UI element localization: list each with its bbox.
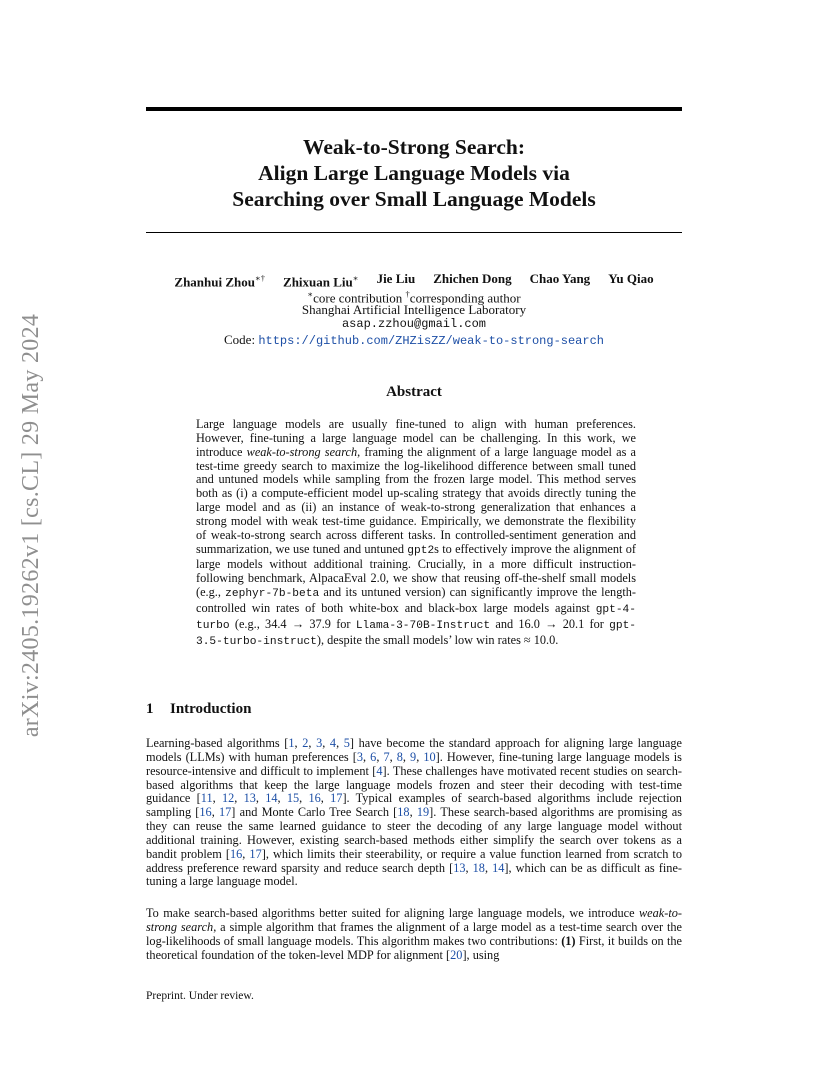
author: Yu Qiao: [608, 271, 654, 286]
title-line-1: Weak-to-Strong Search:: [303, 135, 525, 159]
preprint-footer: Preprint. Under review.: [146, 990, 254, 1002]
title-line-3: Searching over Small Language Models: [232, 187, 596, 211]
abstract-heading: Abstract: [386, 384, 442, 400]
citation-link[interactable]: 12: [221, 791, 235, 806]
citation-link[interactable]: 3: [356, 749, 364, 764]
title-bottom-rule: [146, 232, 682, 233]
citation-link[interactable]: 2: [302, 736, 309, 750]
paper-title: [146, 134, 682, 212]
citation-link[interactable]: 17: [219, 805, 232, 820]
code-line: Code: https://github.com/ZHZisZZ/weak-to-strong-search: [224, 332, 604, 348]
author: Zhixuan Liu∗: [283, 273, 359, 290]
code-link[interactable]: https://github.com/ZHZisZZ/weak-to-strong-search: [258, 334, 604, 348]
author: Zhichen Dong: [433, 271, 512, 286]
citation-link[interactable]: 13: [243, 791, 256, 806]
institution: Shanghai Artificial Intelligence Laboratory: [301, 302, 527, 317]
abstract-body: Large language models are usually fine-tuned to align with human preferences. However, fine-tuning a large language model can be challenging. In this work, we introduce weak-to-strong search, framing the alignment of a large language model as a test-time greedy search to maximize the log-likelihood difference between small tuned and untuned models while sampling from the frozen large model. This method serves both as (i) a compute-efficient model up-scaling strategy that avoids directly tuning the large model and as (ii) an instance of weak-to-strong generalization that enhances a strong model with weak test-time guidance. Empirically, we demonstrate the flexibility of weak-to-strong search across different tasks. In controlled-sentiment generation and summarization, we use tuned and untuned gpt2s to effectively improve the alignment of large models without additional training. Crucially, in a more difficult instruction-following benchmark, AlpacaEval 2.0, we show that reusing off-the-shelf small models (e.g., zephyr-7b-beta and its untuned version) can significantly improve the length-controlled win rates of both white-box and black-box large models against gpt-4-turbo (e.g., 34.4 → 37.9 for Llama-3-70B-Instruct and 16.0 → 20.1 for gpt-3.5-turbo-instruct), despite the small models’ low win rates ≈ 10.0.: [196, 417, 637, 648]
citation-link[interactable]: 4: [329, 736, 337, 750]
citation-link[interactable]: 10: [423, 749, 436, 764]
citation-link[interactable]: 11: [200, 791, 213, 806]
citation-link[interactable]: 14: [265, 791, 278, 806]
citation-link[interactable]: 16: [199, 805, 212, 820]
citation-link[interactable]: 18: [397, 805, 410, 820]
citation-link[interactable]: 3: [316, 736, 323, 750]
citation-link[interactable]: 17: [330, 791, 343, 806]
citation-link[interactable]: 20: [450, 947, 463, 962]
author: Zhanhui Zhou∗†: [174, 273, 266, 290]
citation-link[interactable]: 13: [453, 860, 466, 875]
contribution-note: ∗core contribution †corresponding author: [307, 289, 521, 306]
top-rule: [146, 107, 682, 111]
citation-link[interactable]: 1: [288, 736, 295, 750]
citation-link[interactable]: 9: [410, 749, 417, 764]
citation-link[interactable]: 16: [229, 846, 243, 861]
section-heading-introduction: 1 Introduction: [146, 701, 252, 717]
citation-link[interactable]: 19: [416, 805, 430, 820]
citation-link[interactable]: 6: [370, 749, 377, 764]
citation-link[interactable]: 17: [249, 846, 262, 861]
citation-link[interactable]: 5: [343, 736, 350, 750]
citation-link[interactable]: 7: [383, 749, 390, 764]
citation-link[interactable]: 15: [286, 791, 300, 806]
citation-link[interactable]: 18: [472, 860, 485, 875]
email[interactable]: asap.zzhou@gmail.com: [341, 317, 487, 331]
author: Jie Liu: [376, 271, 416, 286]
citation-link[interactable]: 4: [376, 763, 383, 778]
citation-link[interactable]: 8: [396, 749, 403, 764]
arxiv-sidebar-stamp: [14, 275, 50, 775]
title-line-2: Align Large Language Models via: [258, 161, 570, 185]
intro-paragraph-1: Learning-based algorithms [1, 2, 3, 4, 5] have become the standard approach for aligning large language models (LLMs) with human preferences [3, 6, 7, 8, 9, 10]. However, fine-tuning large language models is resource-intensive and difficult to implement [4]. These challenges have motivated recent studies on search-based algorithms that keep the large language models frozen and steer their decoding with test-time guidance [11, 12, 13, 14, 15, 16, 17]. Typical examples of search-based algorithms include rejection sampling [16, 17] and Monte Carlo Tree Search [18, 19]. These search-based algorithms are promising as they can reuse the same learned guidance to steer the decoding of any large language model without additional training. However, existing search-based methods either simplify the search over tokens as a bandit problem [16, 17], which limits their steerability, or require a value function learned from scratch to address preference reward sparsity and reduce search depth [13, 18, 14], which can be as difficult as fine-tuning a large language model.: [146, 736, 683, 889]
citation-link[interactable]: 14: [492, 860, 505, 875]
intro-paragraph-2: To make search-based algorithms better suited for aligning large language models, we introduce weak-to-strong search, a simple algorithm that frames the alignment of a large model as a test-time search over the log-likelihoods of small language models. This algorithm makes two contributions: (1) First, it builds on the theoretical foundation of the token-level MDP for alignment [20], using: [146, 906, 682, 962]
citation-link[interactable]: 16: [308, 791, 321, 806]
arxiv-id-text: arXiv:2405.19262v1 [cs.CL] 29 May 2024: [18, 313, 45, 737]
author: Chao Yang: [529, 271, 591, 286]
